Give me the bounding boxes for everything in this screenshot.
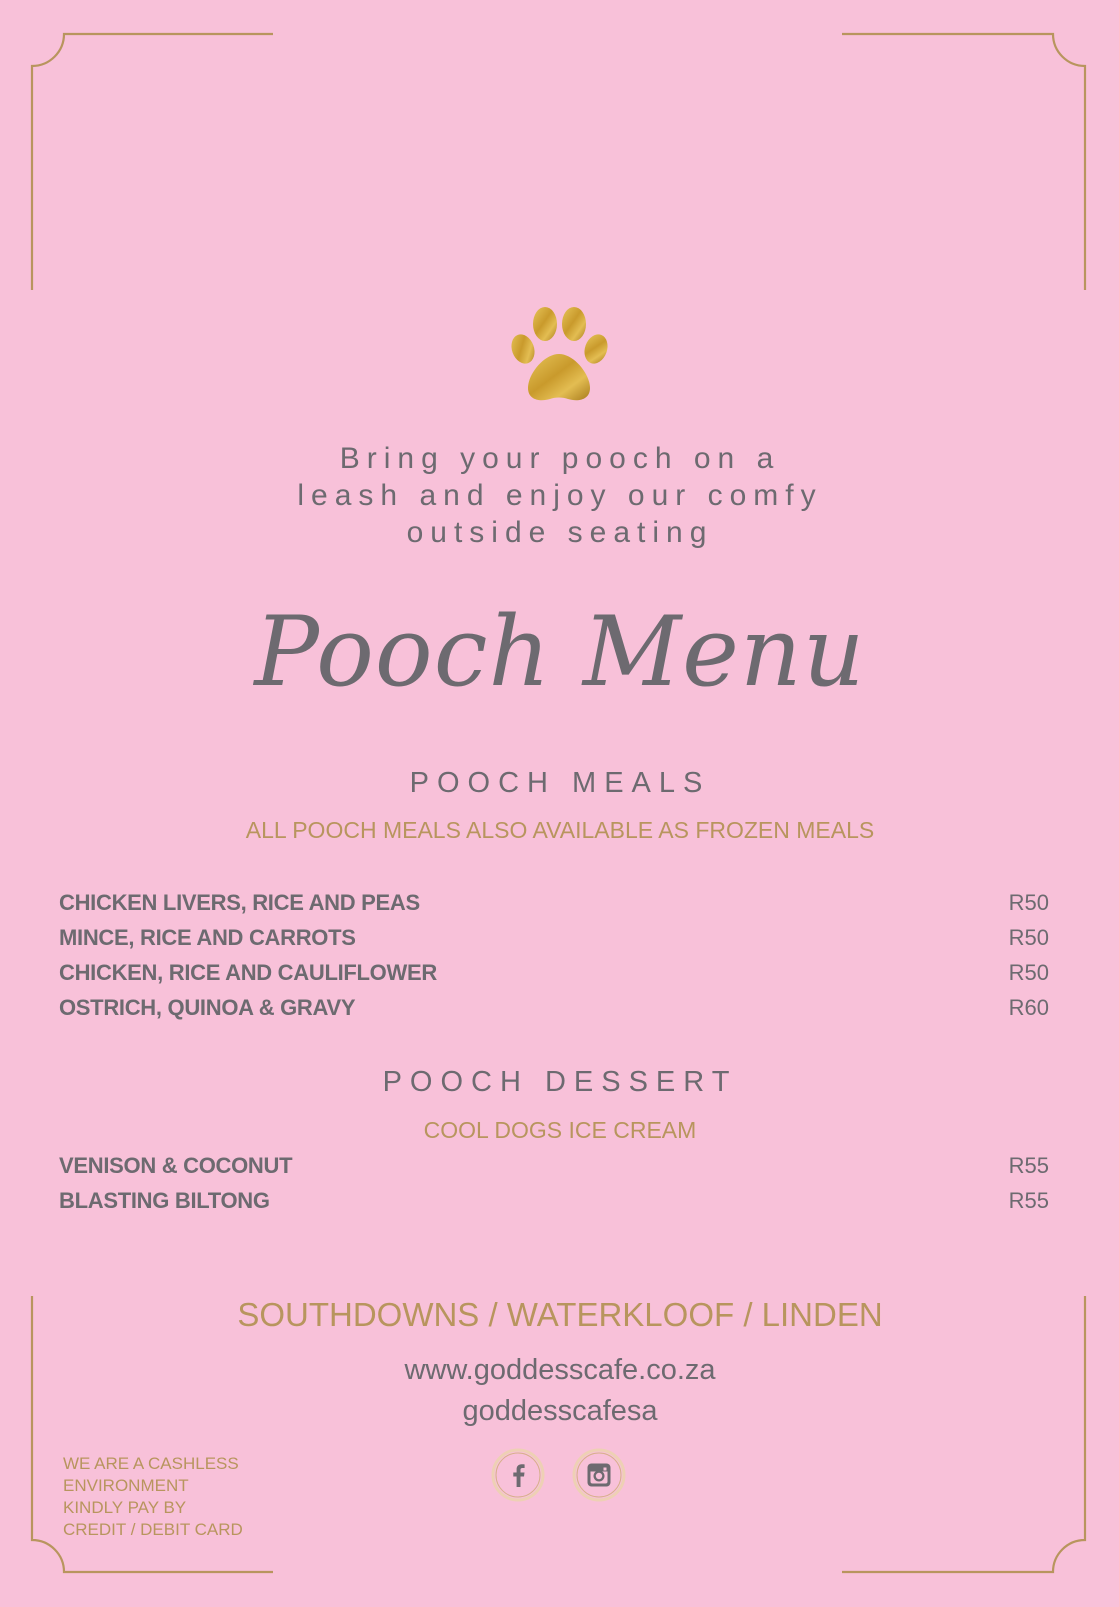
item-price: R50 — [1008, 925, 1049, 950]
list-item — [59, 1183, 1049, 1218]
item-name: BLASTING BILTONG — [59, 1188, 270, 1213]
list-item — [59, 1148, 1049, 1183]
item-price: R55 — [1008, 1188, 1049, 1213]
list-item — [59, 990, 1049, 1025]
item-price: R50 — [1008, 890, 1049, 915]
dessert-section-title: POOCH DESSERT — [382, 1066, 738, 1098]
cashless-notice — [63, 1453, 303, 1541]
item-price: R50 — [1008, 960, 1049, 985]
item-name: CHICKEN, RICE AND CAULIFLOWER — [59, 960, 437, 985]
locations: SOUTHDOWNS / WATERKLOOF / LINDEN — [237, 1296, 883, 1333]
cashless-line: WE ARE A CASHLESS — [63, 1454, 239, 1473]
meals-section-note: ALL POOCH MEALS ALSO AVAILABLE AS FROZEN MEALS — [245, 817, 875, 843]
item-price: R60 — [1008, 995, 1049, 1020]
meals-section-title: POOCH MEALS — [409, 767, 711, 799]
contact-info — [160, 1350, 960, 1432]
tagline-line: leash and enjoy our comfy — [297, 479, 823, 512]
list-item — [59, 955, 1049, 990]
cashless-line: KINDLY PAY BY — [63, 1498, 187, 1517]
instagram-icon[interactable] — [572, 1448, 626, 1502]
list-item — [59, 885, 1049, 920]
item-name: MINCE, RICE AND CARROTS — [59, 925, 356, 950]
list-item — [59, 920, 1049, 955]
menu-title: Pooch Menu — [254, 596, 866, 708]
facebook-icon[interactable] — [491, 1448, 545, 1502]
paw-icon — [510, 304, 608, 404]
tagline — [160, 440, 960, 551]
tagline-line: Bring your pooch on a — [339, 442, 781, 475]
tagline-line: outside seating — [406, 516, 714, 549]
item-name: OSTRICH, QUINOA & GRAVY — [59, 995, 356, 1020]
dessert-list — [59, 1148, 1049, 1218]
item-name: CHICKEN LIVERS, RICE AND PEAS — [59, 890, 420, 915]
meals-list — [59, 885, 1049, 1025]
cashless-line: CREDIT / DEBIT CARD — [63, 1520, 243, 1539]
item-name: VENISON & COCONUT — [59, 1153, 293, 1178]
item-price: R55 — [1008, 1153, 1049, 1178]
social-handle[interactable]: goddesscafesa — [462, 1395, 658, 1427]
cashless-line: ENVIRONMENT — [63, 1476, 189, 1495]
dessert-section-note: COOL DOGS ICE CREAM — [423, 1117, 697, 1143]
website-link[interactable]: www.goddesscafe.co.za — [404, 1354, 716, 1386]
